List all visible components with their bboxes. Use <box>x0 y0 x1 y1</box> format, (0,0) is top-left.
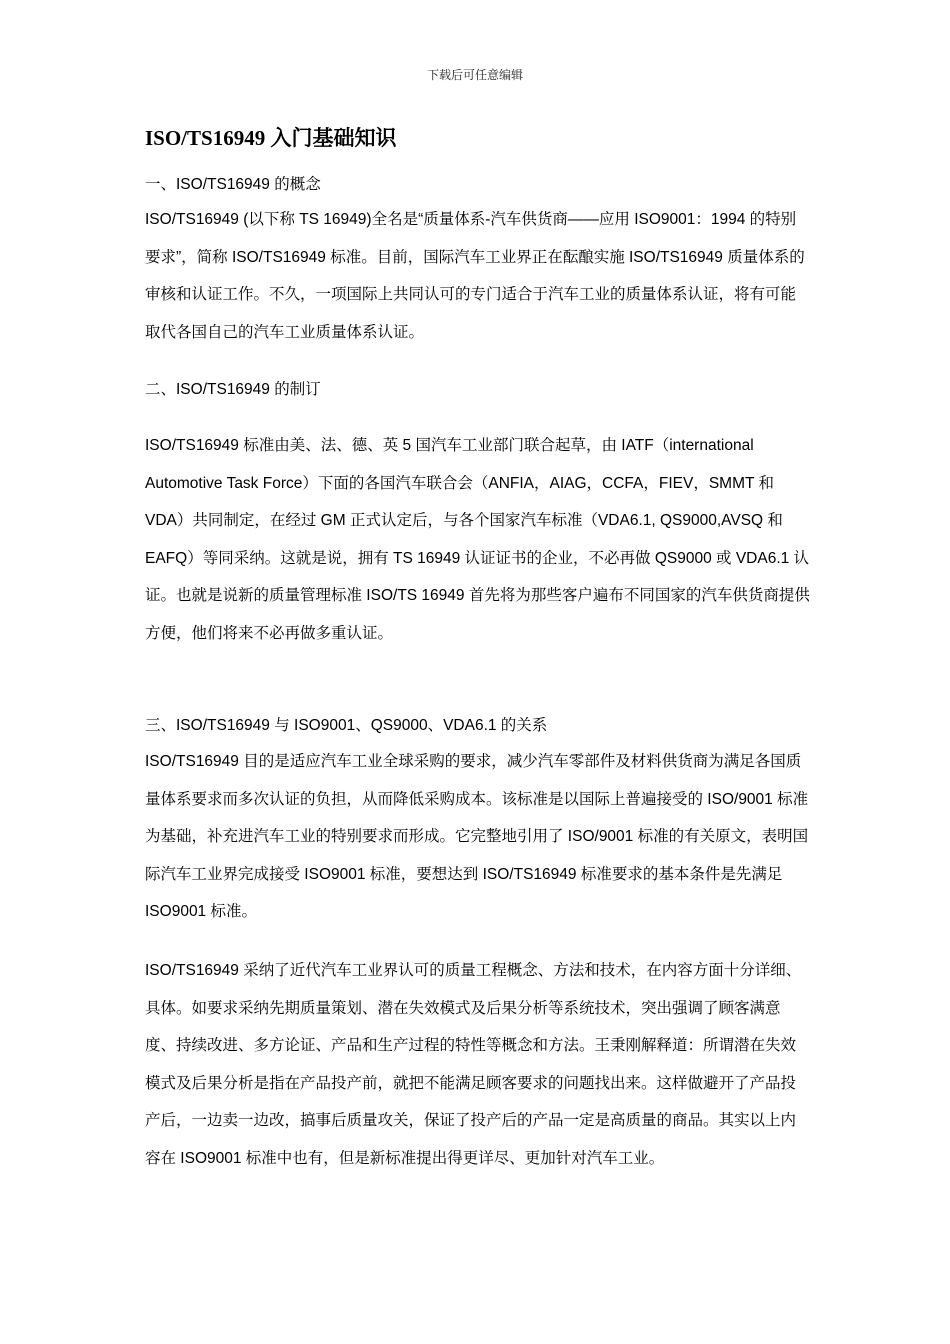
section-3-heading: 三、ISO/TS16949 与 ISO9001、QS9000、VDA6.1 的关系 <box>145 717 548 734</box>
section-2-paragraph: ISO/TS16949 标准由美、法、德、英 5 国汽车工业部门联合起草，由 IATF（international Automotive Task Force）下面的各国汽车联合会（ANFIA，AIAG，CCFA，FIEV，SMMT 和 VDA）共同制定，在经过 GM 正式认定后，与各个国家汽车标准（VDA6.1, QS9000,AVSQ 和 EAFQ）等同采纳。这就是说，拥有 TS 16949 认证证书的企业，不必再做 QS9000 或 VDA6.1 认证。也就是说新的质量管理标准 ISO/TS 16949 首先将为那些客户遍布不同国家的汽车供货商提供方便，他们将来不必再做多重认证。 <box>145 437 810 642</box>
section-1-paragraph: ISO/TS16949 (以下称 TS 16949)全名是“质量体系-汽车供货商——应用 ISO9001：1994 的特别要求”，简称 ISO/TS16949 标准。目前，国际汽车工业界正在酝酿实施 ISO/TS16949 质量体系的审核和认证工作。不久，一项国际上共同认可的专门适合于汽车工业的质量体系认证，将有可能取代各国自己的汽车工业质量体系认证。 <box>145 211 805 341</box>
section-3-paragraph-1: ISO/TS16949 目的是适应汽车工业全球采购的要求，减少汽车零部件及材料供货商为满足各国质量体系要求而多次认证的负担，从而降低采购成本。该标准是以国际上普遍接受的 ISO/9001 标准为基础，补充进汽车工业的特别要求而形成。它完整地引用了 ISO/9001 标准的有关原文，表明国际汽车工业界完成接受 ISO9001 标准，要想达到 ISO/TS16949 标准要求的基本条件是先满足 ISO9001 标准。 <box>145 753 809 920</box>
document-title: ISO/TS16949 入门基础知识 <box>145 126 397 150</box>
section-2-heading: 二、ISO/TS16949 的制订 <box>145 381 321 398</box>
section-3-paragraph-2: ISO/TS16949 采纳了近代汽车工业界认可的质量工程概念、方法和技术，在内容方面十分详细、具体。如要求采纳先期质量策划、潜在失效模式及后果分析等系统技术，突出强调了顾客满意度、持续改进、多方论证、产品和生产过程的特性等概念和方法。王秉刚解释道：所谓潜在失效模式及后果分析是指在产品投产前，就把不能满足顾客要求的问题找出来。这样做避开了产品投产后，一边卖一边改，搞事后质量攻关，保证了投产后的产品一定是高质量的商品。其实以上内容在 ISO9001 标准中也有，但是新标准提出得更详尽、更加针对汽车工业。 <box>145 962 802 1167</box>
header-note: 下载后可任意编辑 <box>426 68 523 82</box>
section-1-heading: 一、ISO/TS16949 的概念 <box>145 176 321 193</box>
